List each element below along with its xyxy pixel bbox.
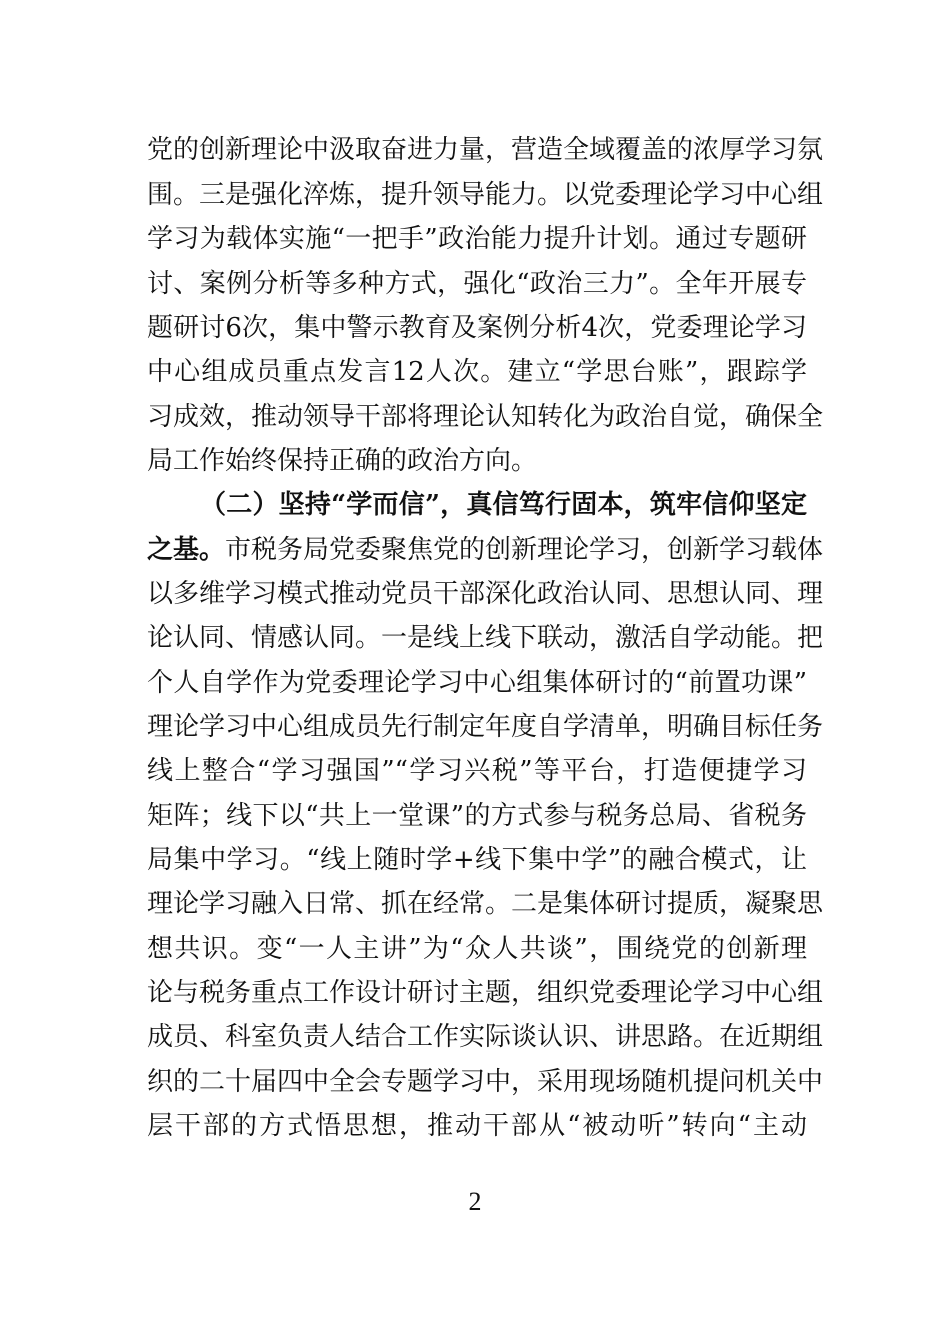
body-text-line: 题研讨6次，集中警示教育及案例分析4次，党委理论学习 — [147, 313, 807, 343]
page-number: 2 — [468, 1187, 482, 1216]
body-text-line: 成员、科室负责人结合工作实际谈认识、讲思路。在近期组 — [147, 1022, 824, 1052]
body-text-line: 论与税务重点工作设计研讨主题，组织党委理论学习中心组 — [147, 978, 824, 1008]
body-text-line: 理论学习中心组成员先行制定年度自学清单，明确目标任务 — [147, 712, 824, 742]
body-text-line: 党的创新理论中汲取奋进力量，营造全域覆盖的浓厚学习氛 — [147, 135, 824, 165]
body-text-line — [147, 530, 824, 570]
section-heading: （二）坚持“学而信”，真信笃行固本，筑牢信仰坚定 — [200, 490, 807, 520]
body-text-line: 中心组成员重点发言12人次。建立“学思台账”，跟踪学 — [147, 357, 807, 387]
body-text-line: 围。三是强化淬炼，提升领导能力。以党委理论学习中心组 — [147, 180, 824, 210]
body-text-line: 局工作始终保持正确的政治方向。 — [147, 446, 538, 476]
body-text-line: 个人自学作为党委理论学习中心组集体研讨的“前置功课” — [147, 668, 807, 698]
body-text-line: 矩阵；线下以“共上一堂课”的方式参与税务总局、省税务 — [147, 801, 807, 831]
body-text-line: 局集中学习。“线上随时学+线下集中学”的融合模式，让 — [147, 845, 807, 875]
body-text-line: 理论学习融入日常、抓在经常。二是集体研讨提质，凝聚思 — [147, 889, 824, 919]
body-text-line: 以多维学习模式推动党员干部深化政治认同、思想认同、理 — [147, 579, 824, 609]
body-text-line: 线上整合“学习强国”“学习兴税”等平台，打造便捷学习 — [147, 756, 807, 786]
section-heading-end: 之基。 — [147, 535, 226, 565]
body-text-line: 论认同、情感认同。一是线上线下联动，激活自学动能。把 — [147, 623, 824, 653]
body-text-line: 讨、案例分析等多种方式，强化“政治三力”。全年开展专 — [147, 269, 807, 299]
body-text-line: 层干部的方式悟思想，推动干部从“被动听”转向“主动 — [147, 1111, 807, 1141]
body-text-line: 想共识。变“一人主讲”为“众人共谈”，围绕党的创新理 — [147, 934, 807, 964]
body-text-line: 学习为载体实施“一把手”政治能力提升计划。通过专题研 — [147, 224, 807, 254]
section-heading-line — [200, 485, 807, 525]
body-text-line: 织的二十届四中全会专题学习中，采用现场随机提问机关中 — [147, 1067, 824, 1097]
body-text-line: 习成效，推动领导干部将理论认知转化为政治自觉，确保全 — [147, 402, 824, 432]
paragraph-text: 市税务局党委聚焦党的创新理论学习，创新学习载体 — [225, 535, 824, 565]
